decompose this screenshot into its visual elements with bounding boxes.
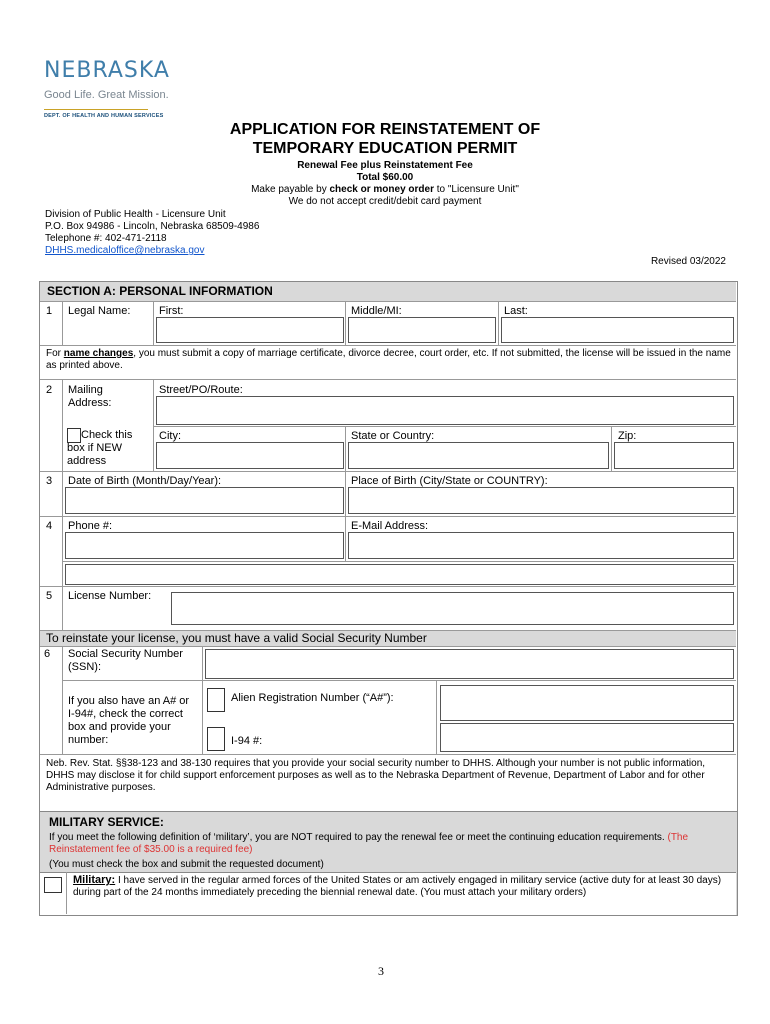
ssn-field[interactable] — [205, 649, 734, 679]
military-title: MILITARY SERVICE: — [49, 815, 164, 829]
pob-label: Place of Birth (City/State or COUNTRY): — [351, 475, 548, 487]
title-line-2: TEMPORARY EDUCATION PERMIT — [252, 140, 518, 157]
division: Division of Public Health - Licensure Unit — [45, 209, 226, 220]
military-checkbox[interactable] — [44, 877, 62, 893]
section-a-title: SECTION A: PERSONAL INFORMATION — [47, 284, 273, 298]
phone-label: Phone #: — [68, 520, 113, 532]
street-label: Street/PO/Route: — [159, 384, 243, 396]
ssn-label: Social Security Number (SSN): — [68, 648, 183, 673]
fee-info — [140, 160, 630, 208]
i94-field[interactable] — [440, 723, 734, 752]
dob-field[interactable] — [65, 487, 344, 514]
state-label: State or Country: — [351, 430, 435, 442]
ssn-statute-note: Neb. Rev. Stat. §§38-123 and 38-130 requires that you provide your social security number to DHHS. Although your number is not public information, DHHS may disclose it for child support enforcement purposes as well as to the Nebraska Department of Revenue, Department of Labor and for other Administrative purposes. — [46, 758, 706, 793]
payable-prefix: Make payable by — [251, 184, 330, 195]
row-5-number: 5 — [46, 590, 53, 602]
alien-instructions: If you also have an A# or I-94#, check the correct box and provide your number: — [68, 695, 190, 746]
military-label: Military: — [73, 874, 116, 886]
i94-label: I-94 #: — [231, 735, 263, 747]
fee-total: Total $60.00 — [356, 172, 414, 183]
military-intro-text: If you meet the following definition of ‘military’, you are NOT required to pay the renewal fee or meet the continuing education requirements. — [49, 832, 665, 843]
pob-field[interactable] — [348, 487, 734, 514]
revised-date: Revised 03/2022 — [650, 256, 726, 267]
name-change-prefix: For — [46, 348, 64, 359]
military-text: I have served in the regular armed forces of the United States or am actively engaged in military service (active duty for at least 30 days) during part of the 24 months immediately preceding the biennial renewal date. (You must attach your military orders) — [73, 875, 722, 898]
last-name-field[interactable] — [501, 317, 734, 343]
row-4-number: 4 — [46, 520, 53, 532]
logo-wordmark: NEBRASKA — [44, 58, 170, 83]
zip-label: Zip: — [618, 430, 637, 442]
mailing-address-label: Mailing Address: — [68, 384, 112, 409]
state-field[interactable] — [348, 442, 609, 469]
email-field[interactable] — [348, 532, 734, 559]
title-line-1: APPLICATION FOR REINSTATEMENT OF — [229, 121, 541, 138]
city-field[interactable] — [156, 442, 344, 469]
row-3-number: 3 — [46, 475, 53, 487]
new-address-label: Check this box if NEW address — [67, 429, 133, 467]
alien-number-label: Alien Registration Number (“A#”): — [231, 692, 394, 704]
page-number: 3 — [378, 964, 384, 978]
row-2-number: 2 — [46, 384, 53, 396]
email-label: E-Mail Address: — [351, 520, 429, 532]
email-link[interactable]: DHHS.medicaloffice@nebraska.gov — [45, 245, 205, 256]
name-change-rest: , you must submit a copy of marriage certificate, divorce decree, court order, etc. If not submitted, the license will be issued in the name as printed above. — [46, 348, 731, 371]
i94-checkbox[interactable] — [207, 727, 225, 751]
phone-field[interactable] — [65, 532, 344, 559]
alien-number-field[interactable] — [440, 685, 734, 721]
name-change-bold: name changes — [63, 348, 134, 359]
row-1-number: 1 — [46, 305, 53, 317]
logo-tagline: Good Life. Great Mission. — [44, 89, 169, 101]
payable-suffix: to "Licensure Unit" — [433, 184, 519, 195]
row-6-number: 6 — [44, 648, 51, 660]
dob-label: Date of Birth (Month/Day/Year): — [68, 475, 222, 487]
license-number-field[interactable] — [171, 592, 734, 625]
zip-field[interactable] — [614, 442, 734, 469]
license-number-label: License Number: — [68, 590, 152, 602]
logo-rule — [44, 109, 148, 110]
last-name-label: Last: — [504, 305, 528, 317]
logo-dept: DEPT. OF HEALTH AND HUMAN SERVICES — [44, 113, 164, 119]
first-name-label: First: — [159, 305, 184, 317]
form-title — [140, 120, 630, 158]
alien-number-checkbox[interactable] — [207, 688, 225, 712]
street-field[interactable] — [156, 396, 734, 425]
first-name-field[interactable] — [156, 317, 344, 343]
fee-line: Renewal Fee plus Reinstatement Fee — [297, 160, 473, 171]
military-must-check: (You must check the box and submit the requested document) — [49, 859, 324, 870]
payable-line — [140, 184, 630, 196]
name-change-note — [46, 348, 732, 372]
ssn-heading: To reinstate your license, you must have a valid Social Security Number — [46, 631, 427, 645]
no-cards: We do not accept credit/debit card payment — [288, 196, 482, 207]
middle-name-label: Middle/MI: — [351, 305, 402, 317]
payable-bold: check or money order — [329, 184, 434, 195]
city-label: City: — [159, 430, 181, 442]
email-field-continued[interactable] — [65, 564, 734, 585]
military-intro — [49, 832, 729, 856]
military-statement — [73, 874, 733, 899]
middle-name-field[interactable] — [348, 317, 496, 343]
po-box: P.O. Box 94986 - Lincoln, Nebraska 68509-4986 — [45, 221, 260, 232]
address-block — [45, 209, 445, 257]
reinstatement-fee-note: (The Reinstatement fee of $35.00 is a required fee) — [49, 832, 689, 855]
telephone: Telephone #: 402-471-2118 — [45, 233, 167, 244]
legal-name-label: Legal Name: — [68, 305, 131, 317]
